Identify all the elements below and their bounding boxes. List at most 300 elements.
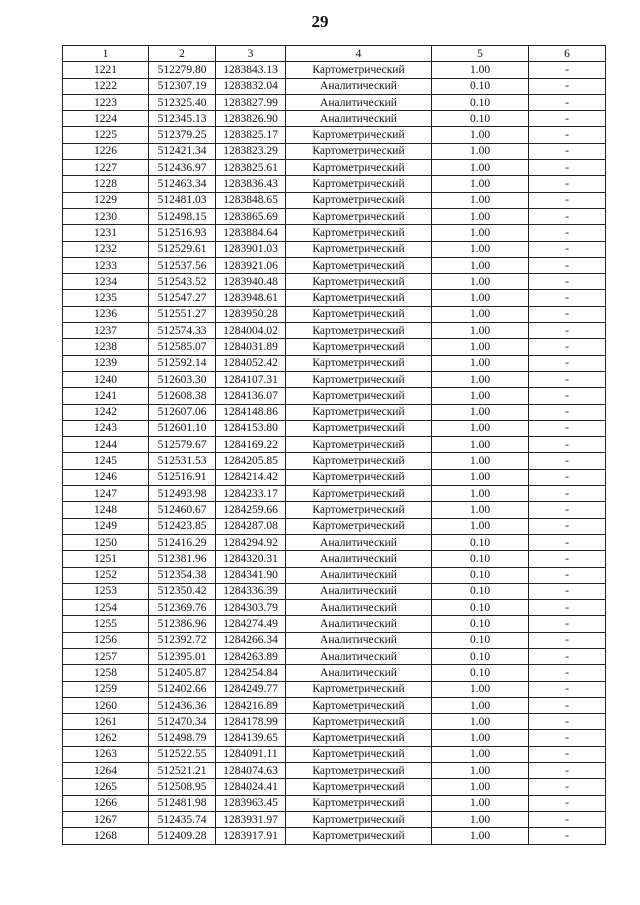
- y-coordinate-cell: 1284004.02: [216, 323, 286, 339]
- point-number-cell: 1239: [63, 355, 149, 371]
- method-cell: Картометрический: [286, 388, 432, 404]
- x-coordinate-cell: 512405.87: [149, 665, 216, 681]
- x-coordinate-cell: 512345.13: [149, 111, 216, 127]
- table-row: [63, 420, 606, 436]
- table-row: [63, 339, 606, 355]
- point-number-cell: 1226: [63, 143, 149, 159]
- note-cell: -: [529, 763, 606, 779]
- x-coordinate-cell: 512607.06: [149, 404, 216, 420]
- note-cell: -: [529, 632, 606, 648]
- y-coordinate-cell: 1284233.17: [216, 486, 286, 502]
- accuracy-cell: 1.00: [432, 746, 529, 762]
- y-coordinate-cell: 1283921.06: [216, 257, 286, 273]
- point-number-cell: 1268: [63, 828, 149, 844]
- accuracy-cell: 1.00: [432, 225, 529, 241]
- y-coordinate-cell: 1283940.48: [216, 274, 286, 290]
- table-row: [63, 828, 606, 844]
- point-number-cell: 1262: [63, 730, 149, 746]
- point-number-cell: 1237: [63, 323, 149, 339]
- accuracy-cell: 1.00: [432, 323, 529, 339]
- y-coordinate-cell: 1284320.31: [216, 551, 286, 567]
- note-cell: -: [529, 714, 606, 730]
- table-row: [63, 94, 606, 110]
- point-number-cell: 1259: [63, 681, 149, 697]
- note-cell: -: [529, 306, 606, 322]
- method-cell: Картометрический: [286, 811, 432, 827]
- y-coordinate-cell: 1283836.43: [216, 176, 286, 192]
- x-coordinate-cell: 512522.55: [149, 746, 216, 762]
- method-cell: Картометрический: [286, 257, 432, 273]
- method-cell: Аналитический: [286, 94, 432, 110]
- y-coordinate-cell: 1283917.91: [216, 828, 286, 844]
- x-coordinate-cell: 512498.79: [149, 730, 216, 746]
- x-coordinate-cell: 512325.40: [149, 94, 216, 110]
- x-coordinate-cell: 512592.14: [149, 355, 216, 371]
- note-cell: -: [529, 290, 606, 306]
- x-coordinate-cell: 512436.36: [149, 697, 216, 713]
- note-cell: -: [529, 355, 606, 371]
- x-coordinate-cell: 512508.95: [149, 779, 216, 795]
- table-header: [63, 46, 606, 62]
- table-row: [63, 811, 606, 827]
- table-row: [63, 388, 606, 404]
- accuracy-cell: 1.00: [432, 518, 529, 534]
- point-number-cell: 1234: [63, 274, 149, 290]
- table-row: [63, 681, 606, 697]
- note-cell: -: [529, 746, 606, 762]
- table-row: [63, 371, 606, 387]
- method-cell: Картометрический: [286, 306, 432, 322]
- note-cell: -: [529, 502, 606, 518]
- point-number-cell: 1233: [63, 257, 149, 273]
- y-coordinate-cell: 1283901.03: [216, 241, 286, 257]
- y-coordinate-cell: 1284178.99: [216, 714, 286, 730]
- x-coordinate-cell: 512379.25: [149, 127, 216, 143]
- table-row: [63, 323, 606, 339]
- method-cell: Картометрический: [286, 241, 432, 257]
- table-row: [63, 763, 606, 779]
- accuracy-cell: 0.10: [432, 665, 529, 681]
- x-coordinate-cell: 512537.56: [149, 257, 216, 273]
- y-coordinate-cell: 1284216.89: [216, 697, 286, 713]
- x-coordinate-cell: 512498.15: [149, 208, 216, 224]
- y-coordinate-cell: 1284263.89: [216, 648, 286, 664]
- note-cell: -: [529, 94, 606, 110]
- accuracy-cell: 1.00: [432, 828, 529, 844]
- note-cell: -: [529, 404, 606, 420]
- y-coordinate-cell: 1283931.97: [216, 811, 286, 827]
- point-number-cell: 1248: [63, 502, 149, 518]
- y-coordinate-cell: 1284303.79: [216, 600, 286, 616]
- method-cell: Аналитический: [286, 534, 432, 550]
- header-cell-6: 6: [529, 46, 606, 62]
- method-cell: Картометрический: [286, 714, 432, 730]
- note-cell: -: [529, 62, 606, 78]
- note-cell: -: [529, 339, 606, 355]
- note-cell: -: [529, 420, 606, 436]
- y-coordinate-cell: 1284266.34: [216, 632, 286, 648]
- header-cell-3: 3: [216, 46, 286, 62]
- point-number-cell: 1247: [63, 486, 149, 502]
- accuracy-cell: 1.00: [432, 502, 529, 518]
- method-cell: Картометрический: [286, 828, 432, 844]
- x-coordinate-cell: 512531.53: [149, 453, 216, 469]
- y-coordinate-cell: 1284274.49: [216, 616, 286, 632]
- note-cell: -: [529, 583, 606, 599]
- y-coordinate-cell: 1284249.77: [216, 681, 286, 697]
- method-cell: Картометрический: [286, 225, 432, 241]
- method-cell: Аналитический: [286, 600, 432, 616]
- note-cell: -: [529, 600, 606, 616]
- accuracy-cell: 1.00: [432, 763, 529, 779]
- x-coordinate-cell: 512369.76: [149, 600, 216, 616]
- note-cell: -: [529, 534, 606, 550]
- table-row: [63, 62, 606, 78]
- y-coordinate-cell: 1284214.42: [216, 469, 286, 485]
- method-cell: Картометрический: [286, 746, 432, 762]
- point-number-cell: 1240: [63, 371, 149, 387]
- y-coordinate-cell: 1283950.28: [216, 306, 286, 322]
- method-cell: Картометрический: [286, 143, 432, 159]
- x-coordinate-cell: 512470.34: [149, 714, 216, 730]
- coordinates-table: [62, 45, 606, 845]
- point-number-cell: 1257: [63, 648, 149, 664]
- table-row: [63, 551, 606, 567]
- y-coordinate-cell: 1284169.22: [216, 437, 286, 453]
- note-cell: -: [529, 192, 606, 208]
- x-coordinate-cell: 512386.96: [149, 616, 216, 632]
- table-row: [63, 697, 606, 713]
- table-row: [63, 437, 606, 453]
- accuracy-cell: 1.00: [432, 730, 529, 746]
- method-cell: Картометрический: [286, 339, 432, 355]
- x-coordinate-cell: 512354.38: [149, 567, 216, 583]
- y-coordinate-cell: 1284024.41: [216, 779, 286, 795]
- point-number-cell: 1252: [63, 567, 149, 583]
- method-cell: Картометрический: [286, 160, 432, 176]
- y-coordinate-cell: 1284205.85: [216, 453, 286, 469]
- point-number-cell: 1232: [63, 241, 149, 257]
- point-number-cell: 1253: [63, 583, 149, 599]
- point-number-cell: 1242: [63, 404, 149, 420]
- point-number-cell: 1251: [63, 551, 149, 567]
- accuracy-cell: 1.00: [432, 437, 529, 453]
- point-number-cell: 1263: [63, 746, 149, 762]
- x-coordinate-cell: 512381.96: [149, 551, 216, 567]
- note-cell: -: [529, 388, 606, 404]
- table-row: [63, 632, 606, 648]
- table-row: [63, 274, 606, 290]
- note-cell: -: [529, 208, 606, 224]
- note-cell: -: [529, 730, 606, 746]
- point-number-cell: 1236: [63, 306, 149, 322]
- table-row: [63, 648, 606, 664]
- x-coordinate-cell: 512350.42: [149, 583, 216, 599]
- note-cell: -: [529, 469, 606, 485]
- x-coordinate-cell: 512395.01: [149, 648, 216, 664]
- method-cell: Картометрический: [286, 502, 432, 518]
- x-coordinate-cell: 512516.93: [149, 225, 216, 241]
- note-cell: -: [529, 111, 606, 127]
- note-cell: -: [529, 453, 606, 469]
- point-number-cell: 1246: [63, 469, 149, 485]
- accuracy-cell: 1.00: [432, 779, 529, 795]
- x-coordinate-cell: 512423.85: [149, 518, 216, 534]
- y-coordinate-cell: 1283948.61: [216, 290, 286, 306]
- point-number-cell: 1229: [63, 192, 149, 208]
- method-cell: Аналитический: [286, 616, 432, 632]
- note-cell: -: [529, 78, 606, 94]
- point-number-cell: 1230: [63, 208, 149, 224]
- accuracy-cell: 1.00: [432, 714, 529, 730]
- note-cell: -: [529, 241, 606, 257]
- accuracy-cell: 1.00: [432, 697, 529, 713]
- accuracy-cell: 1.00: [432, 355, 529, 371]
- point-number-cell: 1231: [63, 225, 149, 241]
- accuracy-cell: 1.00: [432, 127, 529, 143]
- accuracy-cell: 0.10: [432, 94, 529, 110]
- table-row: [63, 176, 606, 192]
- note-cell: -: [529, 779, 606, 795]
- x-coordinate-cell: 512521.21: [149, 763, 216, 779]
- point-number-cell: 1221: [63, 62, 149, 78]
- point-number-cell: 1261: [63, 714, 149, 730]
- x-coordinate-cell: 512579.67: [149, 437, 216, 453]
- method-cell: Картометрический: [286, 518, 432, 534]
- x-coordinate-cell: 512543.52: [149, 274, 216, 290]
- note-cell: -: [529, 160, 606, 176]
- table-row: [63, 567, 606, 583]
- table-row: [63, 486, 606, 502]
- x-coordinate-cell: 512436.97: [149, 160, 216, 176]
- accuracy-cell: 1.00: [432, 339, 529, 355]
- y-coordinate-cell: 1283963.45: [216, 795, 286, 811]
- point-number-cell: 1235: [63, 290, 149, 306]
- table-row: [63, 583, 606, 599]
- header-cell-1: 1: [63, 46, 149, 62]
- accuracy-cell: 1.00: [432, 208, 529, 224]
- x-coordinate-cell: 512409.28: [149, 828, 216, 844]
- point-number-cell: 1256: [63, 632, 149, 648]
- accuracy-cell: 1.00: [432, 192, 529, 208]
- table-row: [63, 518, 606, 534]
- method-cell: Картометрический: [286, 486, 432, 502]
- method-cell: Картометрический: [286, 420, 432, 436]
- x-coordinate-cell: 512402.66: [149, 681, 216, 697]
- method-cell: Аналитический: [286, 583, 432, 599]
- x-coordinate-cell: 512279.80: [149, 62, 216, 78]
- accuracy-cell: 1.00: [432, 143, 529, 159]
- y-coordinate-cell: 1283865.69: [216, 208, 286, 224]
- x-coordinate-cell: 512435.74: [149, 811, 216, 827]
- accuracy-cell: 1.00: [432, 241, 529, 257]
- table-row: [63, 127, 606, 143]
- note-cell: -: [529, 274, 606, 290]
- accuracy-cell: 1.00: [432, 811, 529, 827]
- point-number-cell: 1267: [63, 811, 149, 827]
- note-cell: -: [529, 225, 606, 241]
- method-cell: Картометрический: [286, 355, 432, 371]
- table-row: [63, 665, 606, 681]
- note-cell: -: [529, 551, 606, 567]
- note-cell: -: [529, 143, 606, 159]
- note-cell: -: [529, 648, 606, 664]
- table-row: [63, 469, 606, 485]
- x-coordinate-cell: 512585.07: [149, 339, 216, 355]
- note-cell: -: [529, 681, 606, 697]
- table-row: [63, 257, 606, 273]
- note-cell: -: [529, 518, 606, 534]
- x-coordinate-cell: 512307.19: [149, 78, 216, 94]
- point-number-cell: 1265: [63, 779, 149, 795]
- table-row: [63, 404, 606, 420]
- table-row: [63, 160, 606, 176]
- table-row: [63, 730, 606, 746]
- note-cell: -: [529, 811, 606, 827]
- table-row: [63, 795, 606, 811]
- note-cell: -: [529, 323, 606, 339]
- table-row: [63, 600, 606, 616]
- point-number-cell: 1244: [63, 437, 149, 453]
- method-cell: Картометрический: [286, 274, 432, 290]
- table-row: [63, 111, 606, 127]
- method-cell: Аналитический: [286, 111, 432, 127]
- accuracy-cell: 0.10: [432, 583, 529, 599]
- accuracy-cell: 1.00: [432, 453, 529, 469]
- point-number-cell: 1260: [63, 697, 149, 713]
- method-cell: Картометрический: [286, 371, 432, 387]
- x-coordinate-cell: 512574.33: [149, 323, 216, 339]
- accuracy-cell: 1.00: [432, 795, 529, 811]
- method-cell: Картометрический: [286, 192, 432, 208]
- accuracy-cell: 1.00: [432, 486, 529, 502]
- y-coordinate-cell: 1283848.65: [216, 192, 286, 208]
- table-row: [63, 306, 606, 322]
- point-number-cell: 1227: [63, 160, 149, 176]
- table-row: [63, 453, 606, 469]
- x-coordinate-cell: 512460.67: [149, 502, 216, 518]
- note-cell: -: [529, 371, 606, 387]
- accuracy-cell: 1.00: [432, 371, 529, 387]
- note-cell: -: [529, 828, 606, 844]
- table-row: [63, 192, 606, 208]
- accuracy-cell: 0.10: [432, 616, 529, 632]
- x-coordinate-cell: 512416.29: [149, 534, 216, 550]
- y-coordinate-cell: 1284336.39: [216, 583, 286, 599]
- y-coordinate-cell: 1283823.29: [216, 143, 286, 159]
- x-coordinate-cell: 512516.91: [149, 469, 216, 485]
- method-cell: Картометрический: [286, 437, 432, 453]
- x-coordinate-cell: 512493.98: [149, 486, 216, 502]
- accuracy-cell: 0.10: [432, 648, 529, 664]
- table-row: [63, 290, 606, 306]
- method-cell: Картометрический: [286, 779, 432, 795]
- accuracy-cell: 0.10: [432, 551, 529, 567]
- note-cell: -: [529, 437, 606, 453]
- y-coordinate-cell: 1284287.08: [216, 518, 286, 534]
- x-coordinate-cell: 512603.30: [149, 371, 216, 387]
- table-row: [63, 746, 606, 762]
- point-number-cell: 1258: [63, 665, 149, 681]
- x-coordinate-cell: 512551.27: [149, 306, 216, 322]
- method-cell: Картометрический: [286, 127, 432, 143]
- table-row: [63, 241, 606, 257]
- accuracy-cell: 1.00: [432, 404, 529, 420]
- accuracy-cell: 1.00: [432, 306, 529, 322]
- point-number-cell: 1254: [63, 600, 149, 616]
- point-number-cell: 1228: [63, 176, 149, 192]
- note-cell: -: [529, 176, 606, 192]
- accuracy-cell: 0.10: [432, 600, 529, 616]
- y-coordinate-cell: 1284341.90: [216, 567, 286, 583]
- method-cell: Картометрический: [286, 763, 432, 779]
- point-number-cell: 1223: [63, 94, 149, 110]
- table-row: [63, 355, 606, 371]
- point-number-cell: 1243: [63, 420, 149, 436]
- note-cell: -: [529, 795, 606, 811]
- point-number-cell: 1255: [63, 616, 149, 632]
- table-row: [63, 225, 606, 241]
- y-coordinate-cell: 1283827.99: [216, 94, 286, 110]
- y-coordinate-cell: 1284091.11: [216, 746, 286, 762]
- method-cell: Картометрический: [286, 453, 432, 469]
- x-coordinate-cell: 512608.38: [149, 388, 216, 404]
- point-number-cell: 1249: [63, 518, 149, 534]
- note-cell: -: [529, 486, 606, 502]
- accuracy-cell: 1.00: [432, 176, 529, 192]
- y-coordinate-cell: 1283832.04: [216, 78, 286, 94]
- point-number-cell: 1222: [63, 78, 149, 94]
- y-coordinate-cell: 1283843.13: [216, 62, 286, 78]
- y-coordinate-cell: 1284259.66: [216, 502, 286, 518]
- x-coordinate-cell: 512392.72: [149, 632, 216, 648]
- accuracy-cell: 1.00: [432, 290, 529, 306]
- y-coordinate-cell: 1284294.92: [216, 534, 286, 550]
- method-cell: Аналитический: [286, 551, 432, 567]
- method-cell: Картометрический: [286, 323, 432, 339]
- method-cell: Картометрический: [286, 795, 432, 811]
- table-row: [63, 143, 606, 159]
- y-coordinate-cell: 1284153.80: [216, 420, 286, 436]
- method-cell: Картометрический: [286, 404, 432, 420]
- y-coordinate-cell: 1283825.61: [216, 160, 286, 176]
- header-row: [63, 46, 606, 62]
- y-coordinate-cell: 1283826.90: [216, 111, 286, 127]
- accuracy-cell: 0.10: [432, 534, 529, 550]
- y-coordinate-cell: 1283884.64: [216, 225, 286, 241]
- note-cell: -: [529, 567, 606, 583]
- header-cell-4: 4: [286, 46, 432, 62]
- y-coordinate-cell: 1284031.89: [216, 339, 286, 355]
- x-coordinate-cell: 512529.61: [149, 241, 216, 257]
- method-cell: Картометрический: [286, 176, 432, 192]
- point-number-cell: 1238: [63, 339, 149, 355]
- accuracy-cell: 0.10: [432, 567, 529, 583]
- accuracy-cell: 1.00: [432, 274, 529, 290]
- accuracy-cell: 0.10: [432, 111, 529, 127]
- method-cell: Картометрический: [286, 290, 432, 306]
- x-coordinate-cell: 512547.27: [149, 290, 216, 306]
- accuracy-cell: 0.10: [432, 632, 529, 648]
- accuracy-cell: 0.10: [432, 78, 529, 94]
- accuracy-cell: 1.00: [432, 469, 529, 485]
- x-coordinate-cell: 512481.98: [149, 795, 216, 811]
- y-coordinate-cell: 1283825.17: [216, 127, 286, 143]
- table-row: [63, 78, 606, 94]
- x-coordinate-cell: 512421.34: [149, 143, 216, 159]
- point-number-cell: 1224: [63, 111, 149, 127]
- table-row: [63, 779, 606, 795]
